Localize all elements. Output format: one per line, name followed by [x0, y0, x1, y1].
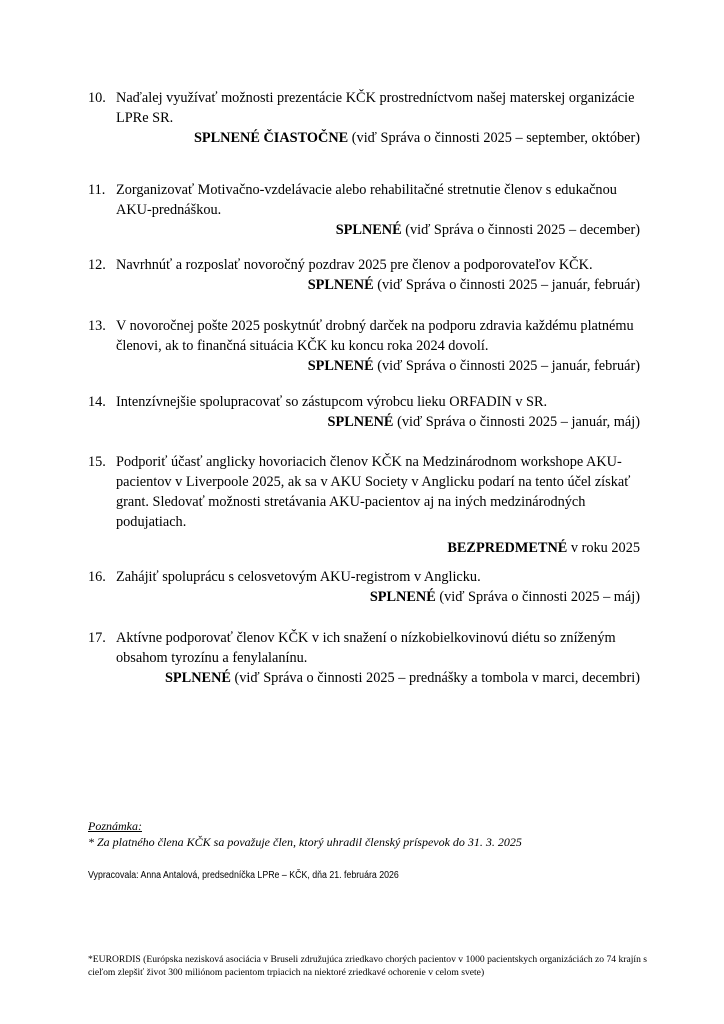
list-item — [88, 567, 640, 607]
status-note: v roku 2025 — [570, 540, 640, 556]
item-status-line — [88, 412, 640, 432]
list-item — [88, 88, 640, 148]
item-status-line — [88, 538, 640, 558]
status-note: (viď Správa o činnosti 2025 – január, február) — [377, 277, 640, 293]
item-number: 16. — [88, 569, 106, 585]
item-text: Aktívne podporovať členov KČK v ich snažení o nízkobielkovinovú diétu so zníženým obsahom tyrozínu a fenylalanínu. — [116, 630, 616, 666]
item-status-line — [88, 128, 640, 148]
status-note: (viď Správa o činnosti 2025 – január, máj) — [397, 414, 640, 430]
list-item — [88, 628, 640, 688]
item-status-line — [88, 587, 640, 607]
list-item — [88, 316, 640, 376]
item-number: 10. — [88, 90, 106, 106]
footnote: *EURORDIS (Európska nezisková asociácia v Bruseli združujúca zriedkavo chorých pacientov v 1000 pacientskych organizáciách zo 74 krajín s cieľom zlepšiť život 300 miliónom pacientom trpiacich na niektoré zriedkavé ochorenie v celom svete) — [88, 954, 648, 978]
status-label: SPLNENÉ — [307, 358, 374, 374]
status-note: (viď Správa o činnosti 2025 – máj) — [439, 589, 640, 605]
item-number: 14. — [88, 394, 106, 410]
list-item — [88, 452, 640, 558]
note-title: Poznámka: — [88, 819, 142, 833]
status-label: SPLNENÉ — [335, 222, 402, 238]
status-label: BEZPREDMETNÉ — [447, 540, 568, 556]
prepared-by: Vypracovala: Anna Antalová, predsedníčka LPRe – KČK, dňa 21. februára 2026 — [88, 870, 399, 881]
item-status-line — [88, 275, 640, 295]
item-number: 17. — [88, 630, 106, 646]
list-item — [88, 255, 640, 295]
item-text: Navrhnúť a rozposlať novoročný pozdrav 2025 pre členov a podporovateľov KČK. — [116, 257, 593, 273]
item-number: 13. — [88, 318, 106, 334]
item-text: Zorganizovať Motivačno-vzdelávacie alebo rehabilitačné stretnutie členov s edukačnou AKU-prednáškou. — [116, 182, 617, 218]
item-status-line — [88, 668, 640, 688]
item-text: Intenzívnejšie spolupracovať so zástupcom výrobcu lieku ORFADIN v SR. — [116, 394, 548, 410]
item-number: 11. — [88, 182, 106, 198]
status-note: (viď Správa o činnosti 2025 – september, október) — [351, 130, 640, 146]
item-text: Podporiť účasť anglicky hovoriacich členov KČK na Medzinárodnom workshope AKU-pacientov v Liverpoole 2025, ak sa v AKU Society v Anglicku podarí na tento účel získať grant. Sledovať možnosti stretávania AKU-pacientov aj na iných medzinárodných podujatiach. — [116, 454, 631, 530]
status-note: (viď Správa o činnosti 2025 – prednášky a tombola v marci, decembri) — [234, 670, 640, 686]
status-label: SPLNENÉ — [327, 414, 394, 430]
list-item — [88, 392, 640, 432]
status-note: (viď Správa o činnosti 2025 – december) — [405, 222, 640, 238]
item-number: 12. — [88, 257, 106, 273]
item-text: Zahájiť spoluprácu s celosvetovým AKU-registrom v Anglicku. — [116, 569, 481, 585]
status-note: (viď Správa o činnosti 2025 – január, február) — [377, 358, 640, 374]
status-label: SPLNENÉ — [369, 589, 436, 605]
item-status-line — [88, 356, 640, 376]
item-text: Naďalej využívať možnosti prezentácie KČK prostredníctvom našej materskej organizácie LPRe SR. — [116, 90, 635, 126]
item-number: 15. — [88, 454, 106, 470]
item-status-line — [88, 220, 640, 240]
status-label: SPLNENÉ ČIASTOČNE — [193, 130, 349, 146]
note-block — [88, 818, 522, 850]
item-text: V novoročnej pošte 2025 poskytnúť drobný darček na podporu zdravia každému platnému členovi, ak to finančná situácia KČK ku koncu roka 2024 dovolí. — [116, 318, 634, 354]
list-item — [88, 180, 640, 240]
status-label: SPLNENÉ — [307, 277, 374, 293]
note-text: * Za platného člena KČK sa považuje člen, ktorý uhradil členský príspevok do 31. 3. 2025 — [88, 835, 522, 849]
status-label: SPLNENÉ — [164, 670, 231, 686]
